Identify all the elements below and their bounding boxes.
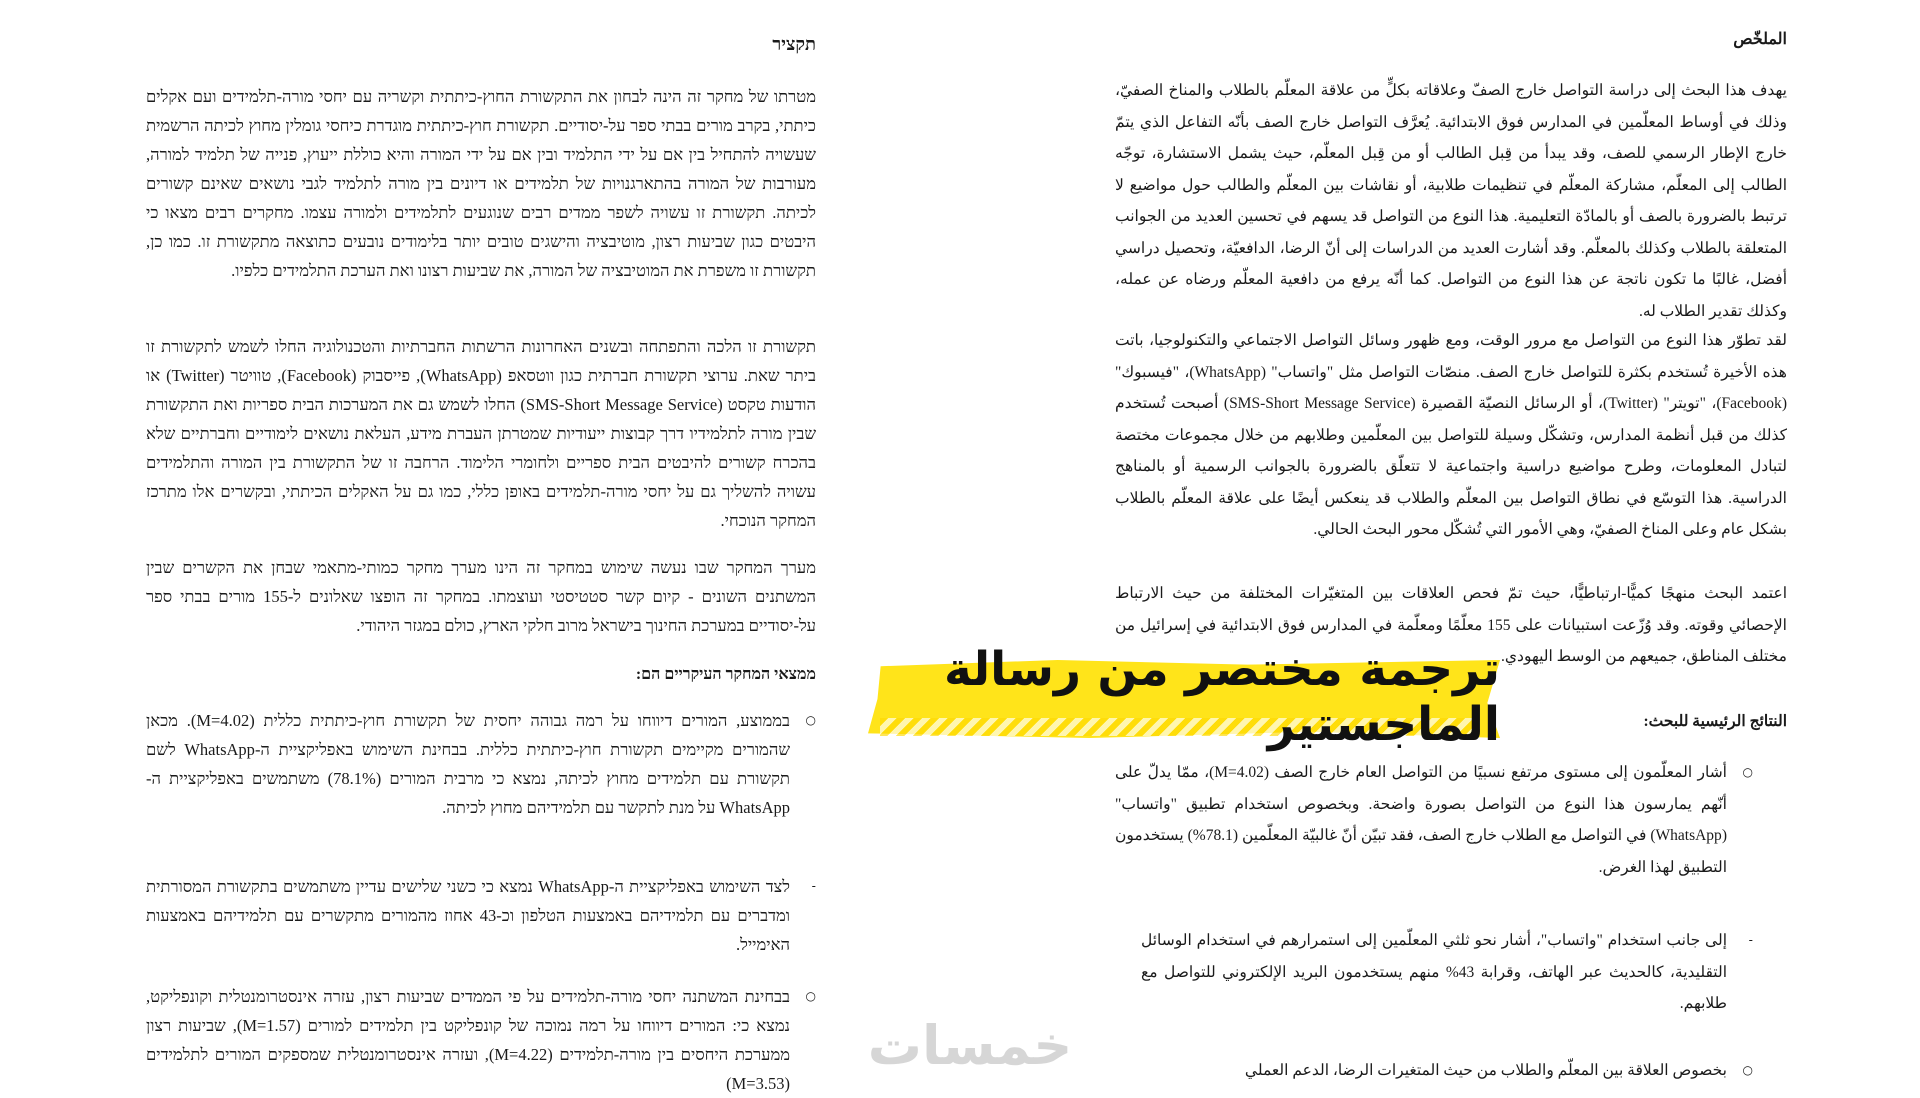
arabic-paragraph-2: لقد تطوّر هذا النوع من التواصل مع مرور الوقت، ومع ظهور وسائل التواصل الاجتماعي والتكنولوجيا، باتت هذه الأخيرة تُستخدم بكثرة للتواصل خارج الصف. منصّات التواصل مثل "واتساب" (WhatsApp)، "فيسبوك" (Facebook)، "تويتر" (Twitter)، أو الرسائل النصيّة القصيرة (SMS-Short Message Service) أصبحت تُستخدم كذلك من قبل أنظمة المدارس، وتشكّل وسيلة للتواصل بين المعلّمين وطلابهم من خلال مجموعات مختصة لتبادل المعلومات، وطرح مواضيع دراسية واجتماعية لا تتعلّق بالضرورة بالجوانب الرسمية أو بالمناهج الدراسية. هذا التوسّع في نطاق التواصل بين المعلّم والطلاب قد ينعكس أيضًا على علاقة المعلّم بالطلاب بشكل عام وعلى المناخ الصفيّ، وهي الأمور التي تُشكّل محور البحث الحالي. — [1115, 332, 1787, 538]
hebrew-finding-2-text: לצד השימוש באפליקציית ה-WhatsApp נמצא כי כשני שלישים עדיין משתמשים בתקשורת המסורתית ומדברים עם תלמידיהם באמצעות הטלפון וכ-43 אחוז מהמורים מתקשרים עם תלמידיהם באמצעות האימייל. — [146, 877, 791, 954]
hebrew-finding-1 — [146, 706, 816, 822]
hebrew-finding-3-text: בבחינת המשתנה יחסי מורה-תלמידים על פי הממדים שביעות רצון, עזרה אינסטרומנטלית וקונפליקט, נמצא כי: המורים דיווחו על רמה נמוכה של קונפליקט בין תלמידים למורים (M=1.57), שביעות רצון ממערכת היחסים בין מורה-תלמידים (M=4.22), ועזרה אינסטרומנטלית שמספקים המורים לתלמידים (M=3.53) — [146, 987, 791, 1093]
hebrew-paragraph-3: מערך המחקר שבו נעשה שימוש במחקר זה הינו מערך מחקר כמותי-מתאמי שבחן את הקשרים שבין המשתנים השונים - קיום קשר סטטיסטי ועוצמתו. במחקר זה הופצו שאלונים ל-155 מורים בבתי ספר על-יסודיים במערכת החינוך בישראל מרוב חלקי הארץ, כולם במגזר היהודי. — [146, 558, 816, 635]
arabic-finding-2-text: إلى جانب استخدام "واتساب"، أشار نحو ثلثي المعلّمين إلى استمرارهم في استخدام الوسائل التقليدية، كالحديث عبر الهاتف، وقرابة 43% منهم يستخدمون البريد الإلكتروني للتواصل مع طلابهم. — [1141, 932, 1728, 1012]
arabic-finding-3-text: بخصوص العلاقة بين المعلّم والطلاب من حيث المتغيرات الرضا، الدعم العملي — [1244, 1062, 1727, 1079]
bullet-circle-icon: ○ — [1742, 765, 1753, 779]
arabic-finding-1 — [1115, 757, 1753, 883]
hebrew-paragraph-2: תקשורת זו הלכה והתפתחה ובשנים האחרונות הרשתות החברתיות והטכנולוגיה החלו לשמש לתקשורת זו ביתר שאת. ערוצי תקשורת חברתית כגון ווטסאפ (WhatsApp), פייסבוק (Facebook), טוויטר (Twitter) או הודעות טקסט (SMS-Short Message Service) החלו לשמש גם את המערכות הבית ספריות ואת התקשורת שבין מורה לתלמידיו דרך קבוצות ייעודיות שמטרתן העברת מידע, העלאת נושאים לימודיים וחברתיים שלא בהכרח קשורים להיבטים הבית ספריים ולחומרי הלימוד. הרחבה זו של התקשורת בין המורה והתלמידים עשויה להשליך גם על יחסי מורה-תלמידים באופן כללי, כמו גם על האקלים הכיתתי, ובקשרים אלו מתרכז המחקר הנוכחי. — [146, 337, 817, 530]
bullet-circle-icon: ○ — [1742, 1063, 1753, 1077]
arabic-finding-2 — [1141, 925, 1753, 1020]
khamsat-watermark-logo: خمسات — [867, 1014, 1073, 1077]
hebrew-finding-1-text: בממוצע, המורים דיווחו על רמה גבוהה יחסית של תקשורת חוץ-כיתתית כללית (M=4.02). מכאן שהמורים מקיימים תקשורת חוץ-כיתתית כללית. בבחינת השימוש באפליקציית ה-WhatsApp לשם תקשורת עם תלמידים מחוץ לכיתה, נמצא כי מרבית המורים (78.1%) משתמשים באפליקציית ה-WhatsApp על מנת לתקשר עם תלמידיהם מחוץ לכיתה. — [146, 711, 791, 817]
arabic-paragraph-3: اعتمد البحث منهجًا كميًّا-ارتباطيًّا، حيث تمّ فحص العلاقات بين المتغيّرات المختلفة من حيث الارتباط الإحصائي وقوته. وقد وُزّعت استبيانات على 155 معلّمًا ومعلّمة في المدارس فوق الابتدائية في إسرائيل من مختلف المناطق، جميعهم من الوسط اليهودي. — [1115, 585, 1787, 665]
hebrew-abstract-heading: תקציר — [772, 34, 816, 54]
arabic-paragraph-1: يهدف هذا البحث إلى دراسة التواصل خارج الصفّ وعلاقاته بكلٍّ من علاقة المعلّم بالطلاب والمناخ الصفيّ، وذلك في أوساط المعلّمين في المدارس فوق الابتدائية. يُعرَّف التواصل خارج الصف بأنّه التفاعل الذي يتمّ خارج الإطار الرسمي للصف، وقد يبدأ من قِبل الطالب أو من قِبل المعلّم، حيث يشمل الاستشارة، توجّه الطالب إلى المعلّم، مشاركة المعلّم في تنظيمات طلابية، أو نقاشات بين المعلّم والطالب حول مواضيع لا ترتبط بالضرورة بالصف أو بالمادّة التعليمية. هذا النوع من التواصل قد يسهم في تحسين العديد من الجوانب المتعلقة بالطلاب وكذلك بالمعلّم. وقد أشارت العديد من الدراسات إلى أنّ الرضا، الدافعيّة، وتحصيل دراسي أفضل، غالبًا ما تكون ناتجة عن هذا النوع من التواصل. كما أنّه يرفع من دافعية المعلّم ورضاه عن عمله، وكذلك تقدير الطلاب له. — [1115, 82, 1787, 320]
arabic-finding-3 — [1115, 1055, 1753, 1087]
arabic-abstract-heading: الملخّص — [1733, 31, 1787, 48]
bullet-circle-icon: ○ — [805, 989, 816, 1003]
bullet-dash-icon: - — [811, 879, 816, 893]
arabic-findings-heading: النتائج الرئيسية للبحث: — [1643, 713, 1787, 730]
arabic-finding-1-text: أشار المعلّمون إلى مستوى مرتفع نسبيًا من التواصل العام خارج الصف (M=4.02)، ممّا يدلّ على أنّهم يمارسون هذا النوع من التواصل بصورة واضحة. وبخصوص استخدام تطبيق "واتساب" (WhatsApp) في التواصل مع الطلاب خارج الصف، فقد تبيّن أنّ غالبيّة المعلّمين (78.1%) يستخدمون التطبيق لهذا الغرض. — [1115, 764, 1727, 876]
bullet-circle-icon: ○ — [805, 713, 816, 727]
hebrew-finding-3 — [146, 982, 816, 1098]
hebrew-findings-heading: ממצאי המחקר העיקריים הם: — [635, 666, 816, 683]
hebrew-paragraph-1: מטרתו של מחקר זה הינה לבחון את התקשורת החוץ-כיתתית וקשריה עם יחסי מורה-תלמידים ועם אקלים כיתתי, בקרב מורים בבתי ספר על-יסודיים. תקשורת חוץ-כיתתית מוגדרת כיחסי גומלין מחוץ לכיתה הרשמית שעשויה להתחיל בין אם על ידי התלמיד ובין אם על ידי המורה והיא כוללת ייעוץ, פנייה של תלמיד למורה, מעורבות של המורה בהתארגנויות של תלמידים או דיונים בין מורה לתלמיד לגבי נושאים שאינם קשורים לכיתה. תקשורת זו עשויה לשפר ממדים רבים שנוגעים לתלמידים ולמורה עצמו. מחקרים רבים מצאו כי היבטים כגון שביעות רצון, מוטיבציה והישגים טובים יותר בלימודים נובעים כתוצאה מתקשורת זו. כמו כן, תקשורת זו משפרת את המוטיבציה של המורה, את שביעות רצונו ואת הערכת התלמידים כלפיו. — [146, 87, 816, 280]
hebrew-finding-2 — [146, 872, 816, 959]
bullet-dash-icon: - — [1748, 933, 1753, 947]
title-banner-text: ترجمة مختصر من رسالة الماجستير — [943, 642, 1500, 752]
